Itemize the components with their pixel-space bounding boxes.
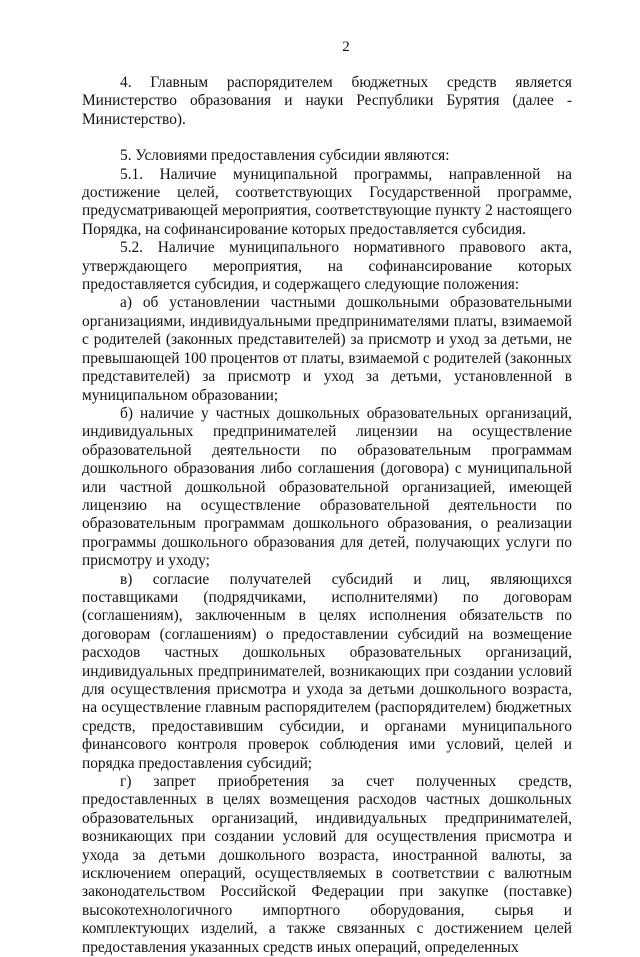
paragraph-b-license: б) наличие у частных дошкольных образовательных организаций, индивидуальных предпринимателей лицензии на осуществление образовательной деятельности по образовательным программам дошкольного образования либо соглашения (договора) с муниципальной или частной дошкольной образовательной организацией, имеющей лицензию на осуществление образовательной деятельности по образовательным программам дошкольного образования, о реализации программы дошкольного образования для детей, получающих услуги по присмотру и уходу; (82, 404, 572, 570)
paragraph-a-fee-limit: а) об установлении частными дошкольными образовательными организациями, индивидуальными предпринимателями платы, взимаемой с родителей (законных представителей) за присмотр и уход за детьми, не превышающей 100 процентов от платы, взимаемой с родителей (законных представителей) за присмотр и уход за детьми, установленной в муниципальном образовании; (82, 294, 572, 404)
paragraph-v-consent-to-audit: в) согласие получателей субсидий и лиц, являющихся поставщиками (подрядчиками, исполнителями) по договорам (соглашениям), заключенным в целях исполнения обязательств по договорам (соглашениям) о предоставлении субсидий на возмещение расходов частных дошкольных образовательных организаций, индивидуальных предпринимателей, возникающих при создании условий для осуществления присмотра и ухода за детьми дошкольного возраста, на осуществление главным распорядителем (распорядителем) бюджетных средств, предоставившим субсидии, и органами муниципального финансового контроля проверок соблюдения ими условий, целей и порядка предоставления субсидий; (82, 570, 572, 772)
paragraph-5-1-municipal-program: 5.1. Наличие муниципальной программы, направленной на достижение целей, соответствующих Государственной программе, предусматривающей мероприятия, соответствующие пункту 2 настоящего Порядка, на софинансирование которых предоставляется субсидия. (82, 165, 572, 238)
paragraph-5-conditions-heading: 5. Условиями предоставления субсидии являются: (120, 147, 450, 165)
paragraph-g-currency-ban: г) запрет приобретения за счет полученных средств, предоставленных в целях возмещения расходов частных дошкольных образовательных организаций, индивидуальных предпринимателей, возникающих при создании условий для осуществления присмотра и ухода за детьми дошкольного возраста, иностранной валюты, за исключением операций, осуществляемых в соответствии с валютным законодательством Российской Федерации при закупке (поставке) высокотехнологичного импортного оборудования, сырья и комплектующих изделий, а также связанных с достижением целей предоставления указанных средств иных операций, определенных (82, 773, 572, 956)
page-number: 2 (342, 39, 350, 55)
paragraph-5-2-municipal-act: 5.2. Наличие муниципального нормативного правового акта, утверждающего мероприятия, на софинансирование которых предоставляется субсидия, и содержащего следующие положения: (82, 239, 572, 294)
paragraph-4-chief-administrator: 4. Главным распорядителем бюджетных средств является Министерство образования и науки Республики Бурятия (далее - Министерство). (82, 74, 572, 128)
document-body (82, 74, 572, 957)
